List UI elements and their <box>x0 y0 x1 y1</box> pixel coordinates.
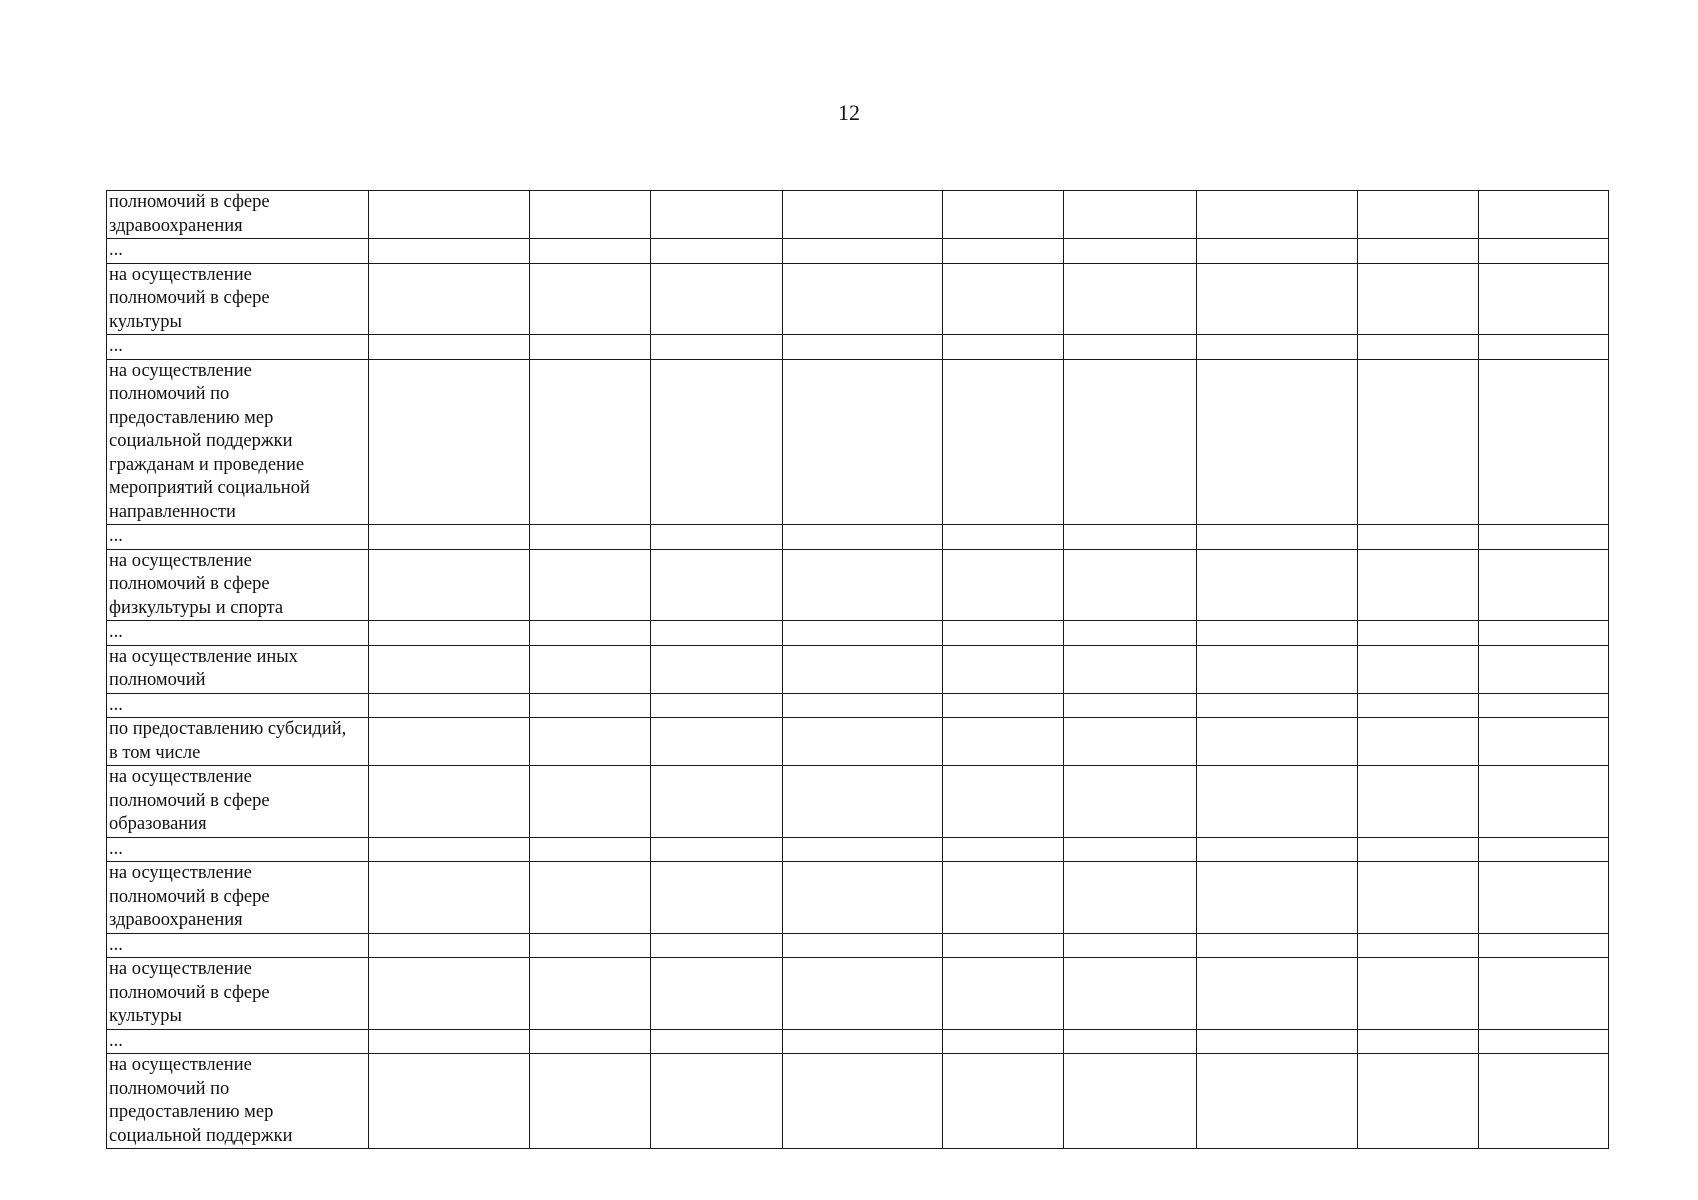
empty-cell <box>1197 1029 1358 1054</box>
ellipsis-row-label: ... <box>107 239 369 264</box>
empty-cell <box>1479 335 1609 360</box>
empty-cell <box>1358 718 1479 766</box>
empty-cell <box>1197 335 1358 360</box>
empty-cell <box>1479 933 1609 958</box>
empty-cell <box>1064 525 1197 550</box>
row-label: на осуществление полномочий в сфере культуры <box>107 958 369 1030</box>
empty-cell <box>943 239 1064 264</box>
empty-cell <box>530 191 651 239</box>
empty-cell <box>530 958 651 1030</box>
empty-cell <box>1064 191 1197 239</box>
empty-cell <box>651 693 783 718</box>
table-row <box>107 191 1609 239</box>
empty-cell <box>369 335 530 360</box>
empty-cell <box>1064 645 1197 693</box>
empty-cell <box>530 645 651 693</box>
empty-cell <box>783 837 943 862</box>
empty-cell <box>530 549 651 621</box>
table-row <box>107 239 1609 264</box>
empty-cell <box>1479 525 1609 550</box>
empty-cell <box>1197 549 1358 621</box>
empty-cell <box>783 359 943 525</box>
empty-cell <box>1479 359 1609 525</box>
empty-cell <box>1358 549 1479 621</box>
empty-cell <box>783 525 943 550</box>
empty-cell <box>369 239 530 264</box>
empty-cell <box>1197 933 1358 958</box>
empty-cell <box>651 862 783 934</box>
row-label: на осуществление полномочий в сфере здравоохранения <box>107 862 369 934</box>
empty-cell <box>651 621 783 646</box>
table-row <box>107 1029 1609 1054</box>
empty-cell <box>1064 693 1197 718</box>
empty-cell <box>1064 549 1197 621</box>
empty-cell <box>530 837 651 862</box>
empty-cell <box>530 263 651 335</box>
empty-cell <box>530 862 651 934</box>
empty-cell <box>1479 549 1609 621</box>
empty-cell <box>943 645 1064 693</box>
empty-cell <box>1358 837 1479 862</box>
empty-cell <box>783 958 943 1030</box>
empty-cell <box>1064 263 1197 335</box>
empty-cell <box>1197 862 1358 934</box>
empty-cell <box>783 933 943 958</box>
empty-cell <box>651 191 783 239</box>
empty-cell <box>783 191 943 239</box>
empty-cell <box>1197 693 1358 718</box>
empty-cell <box>1064 335 1197 360</box>
table-row <box>107 335 1609 360</box>
empty-cell <box>1197 645 1358 693</box>
empty-cell <box>1358 525 1479 550</box>
table-row <box>107 621 1609 646</box>
empty-cell <box>1479 1054 1609 1149</box>
empty-cell <box>783 1029 943 1054</box>
table-row <box>107 263 1609 335</box>
empty-cell <box>783 862 943 934</box>
empty-cell <box>1479 837 1609 862</box>
empty-cell <box>1358 766 1479 838</box>
empty-cell <box>943 933 1064 958</box>
empty-cell <box>1197 621 1358 646</box>
empty-cell <box>1479 191 1609 239</box>
empty-cell <box>1358 621 1479 646</box>
empty-cell <box>943 263 1064 335</box>
page-number: 12 <box>838 100 860 125</box>
empty-cell <box>530 239 651 264</box>
empty-cell <box>369 525 530 550</box>
empty-cell <box>1197 718 1358 766</box>
empty-cell <box>1479 718 1609 766</box>
table-row <box>107 958 1609 1030</box>
empty-cell <box>1479 645 1609 693</box>
empty-cell <box>1479 239 1609 264</box>
empty-cell <box>530 1054 651 1149</box>
empty-cell <box>651 766 783 838</box>
empty-cell <box>651 958 783 1030</box>
empty-cell <box>783 263 943 335</box>
empty-cell <box>651 263 783 335</box>
row-label: на осуществление иных полномочий <box>107 645 369 693</box>
empty-cell <box>783 693 943 718</box>
empty-cell <box>943 837 1064 862</box>
ellipsis-row-label: ... <box>107 693 369 718</box>
empty-cell <box>1479 621 1609 646</box>
empty-cell <box>530 933 651 958</box>
empty-cell <box>651 1054 783 1149</box>
empty-cell <box>943 1029 1064 1054</box>
empty-cell <box>943 693 1064 718</box>
empty-cell <box>783 335 943 360</box>
empty-cell <box>1358 1029 1479 1054</box>
row-label: полномочий в сфере здравоохранения <box>107 191 369 239</box>
table-row <box>107 549 1609 621</box>
empty-cell <box>369 718 530 766</box>
empty-cell <box>369 549 530 621</box>
empty-cell <box>1358 1054 1479 1149</box>
empty-cell <box>530 693 651 718</box>
empty-cell <box>1358 335 1479 360</box>
empty-cell <box>369 263 530 335</box>
empty-cell <box>943 718 1064 766</box>
ellipsis-row-label: ... <box>107 621 369 646</box>
ellipsis-row-label: ... <box>107 525 369 550</box>
empty-cell <box>1064 837 1197 862</box>
empty-cell <box>530 718 651 766</box>
empty-cell <box>369 1029 530 1054</box>
empty-cell <box>1358 359 1479 525</box>
table-row <box>107 645 1609 693</box>
empty-cell <box>783 1054 943 1149</box>
empty-cell <box>943 766 1064 838</box>
empty-cell <box>369 191 530 239</box>
empty-cell <box>651 933 783 958</box>
empty-cell <box>783 766 943 838</box>
budget-table <box>106 190 1609 1149</box>
empty-cell <box>369 766 530 838</box>
empty-cell <box>1064 718 1197 766</box>
empty-cell <box>369 359 530 525</box>
empty-cell <box>1197 837 1358 862</box>
empty-cell <box>1064 359 1197 525</box>
empty-cell <box>530 359 651 525</box>
empty-cell <box>783 549 943 621</box>
empty-cell <box>1358 933 1479 958</box>
empty-cell <box>1479 958 1609 1030</box>
empty-cell <box>1358 239 1479 264</box>
ellipsis-row-label: ... <box>107 837 369 862</box>
empty-cell <box>369 693 530 718</box>
table-row <box>107 1054 1609 1149</box>
row-label: на осуществление полномочий по предоставлению мер социальной поддержки <box>107 1054 369 1149</box>
empty-cell <box>943 335 1064 360</box>
table-body <box>107 191 1609 1149</box>
table-row <box>107 766 1609 838</box>
empty-cell <box>943 862 1064 934</box>
empty-cell <box>1197 359 1358 525</box>
empty-cell <box>783 621 943 646</box>
empty-cell <box>369 862 530 934</box>
row-label: на осуществление полномочий в сфере физкультуры и спорта <box>107 549 369 621</box>
empty-cell <box>783 718 943 766</box>
empty-cell <box>651 1029 783 1054</box>
empty-cell <box>1197 525 1358 550</box>
empty-cell <box>1358 263 1479 335</box>
empty-cell <box>1479 263 1609 335</box>
ellipsis-row-label: ... <box>107 1029 369 1054</box>
table-row <box>107 359 1609 525</box>
empty-cell <box>369 1054 530 1149</box>
empty-cell <box>943 958 1064 1030</box>
empty-cell <box>1358 862 1479 934</box>
empty-cell <box>1064 1029 1197 1054</box>
empty-cell <box>369 621 530 646</box>
empty-cell <box>369 837 530 862</box>
empty-cell <box>943 359 1064 525</box>
empty-cell <box>1064 933 1197 958</box>
empty-cell <box>1358 645 1479 693</box>
empty-cell <box>651 525 783 550</box>
empty-cell <box>369 933 530 958</box>
table-row <box>107 933 1609 958</box>
empty-cell <box>1479 693 1609 718</box>
empty-cell <box>530 621 651 646</box>
empty-cell <box>1064 1054 1197 1149</box>
empty-cell <box>530 766 651 838</box>
empty-cell <box>1197 239 1358 264</box>
empty-cell <box>369 645 530 693</box>
empty-cell <box>1358 191 1479 239</box>
table-row <box>107 693 1609 718</box>
table-row <box>107 525 1609 550</box>
empty-cell <box>943 191 1064 239</box>
empty-cell <box>783 645 943 693</box>
empty-cell <box>651 718 783 766</box>
empty-cell <box>651 239 783 264</box>
table-row <box>107 837 1609 862</box>
empty-cell <box>1197 263 1358 335</box>
empty-cell <box>651 837 783 862</box>
table-row <box>107 862 1609 934</box>
empty-cell <box>1479 862 1609 934</box>
empty-cell <box>943 549 1064 621</box>
empty-cell <box>943 621 1064 646</box>
empty-cell <box>651 645 783 693</box>
empty-cell <box>1064 239 1197 264</box>
row-label: на осуществление полномочий в сфере культуры <box>107 263 369 335</box>
empty-cell <box>530 525 651 550</box>
empty-cell <box>1479 1029 1609 1054</box>
empty-cell <box>530 335 651 360</box>
row-label: по предоставлению субсидий, в том числе <box>107 718 369 766</box>
ellipsis-row-label: ... <box>107 933 369 958</box>
empty-cell <box>943 1054 1064 1149</box>
row-label: на осуществление полномочий по предоставлению мер социальной поддержки гражданам и проведение мероприятий социальной направленности <box>107 359 369 525</box>
empty-cell <box>651 549 783 621</box>
empty-cell <box>1197 958 1358 1030</box>
empty-cell <box>783 239 943 264</box>
empty-cell <box>651 335 783 360</box>
empty-cell <box>1358 958 1479 1030</box>
empty-cell <box>1064 862 1197 934</box>
empty-cell <box>1064 621 1197 646</box>
empty-cell <box>369 958 530 1030</box>
empty-cell <box>1197 1054 1358 1149</box>
empty-cell <box>1479 766 1609 838</box>
empty-cell <box>1197 766 1358 838</box>
empty-cell <box>530 1029 651 1054</box>
empty-cell <box>1358 693 1479 718</box>
table-row <box>107 718 1609 766</box>
row-label: на осуществление полномочий в сфере образования <box>107 766 369 838</box>
empty-cell <box>1064 766 1197 838</box>
empty-cell <box>1064 958 1197 1030</box>
empty-cell <box>943 525 1064 550</box>
empty-cell <box>651 359 783 525</box>
ellipsis-row-label: ... <box>107 335 369 360</box>
empty-cell <box>1197 191 1358 239</box>
